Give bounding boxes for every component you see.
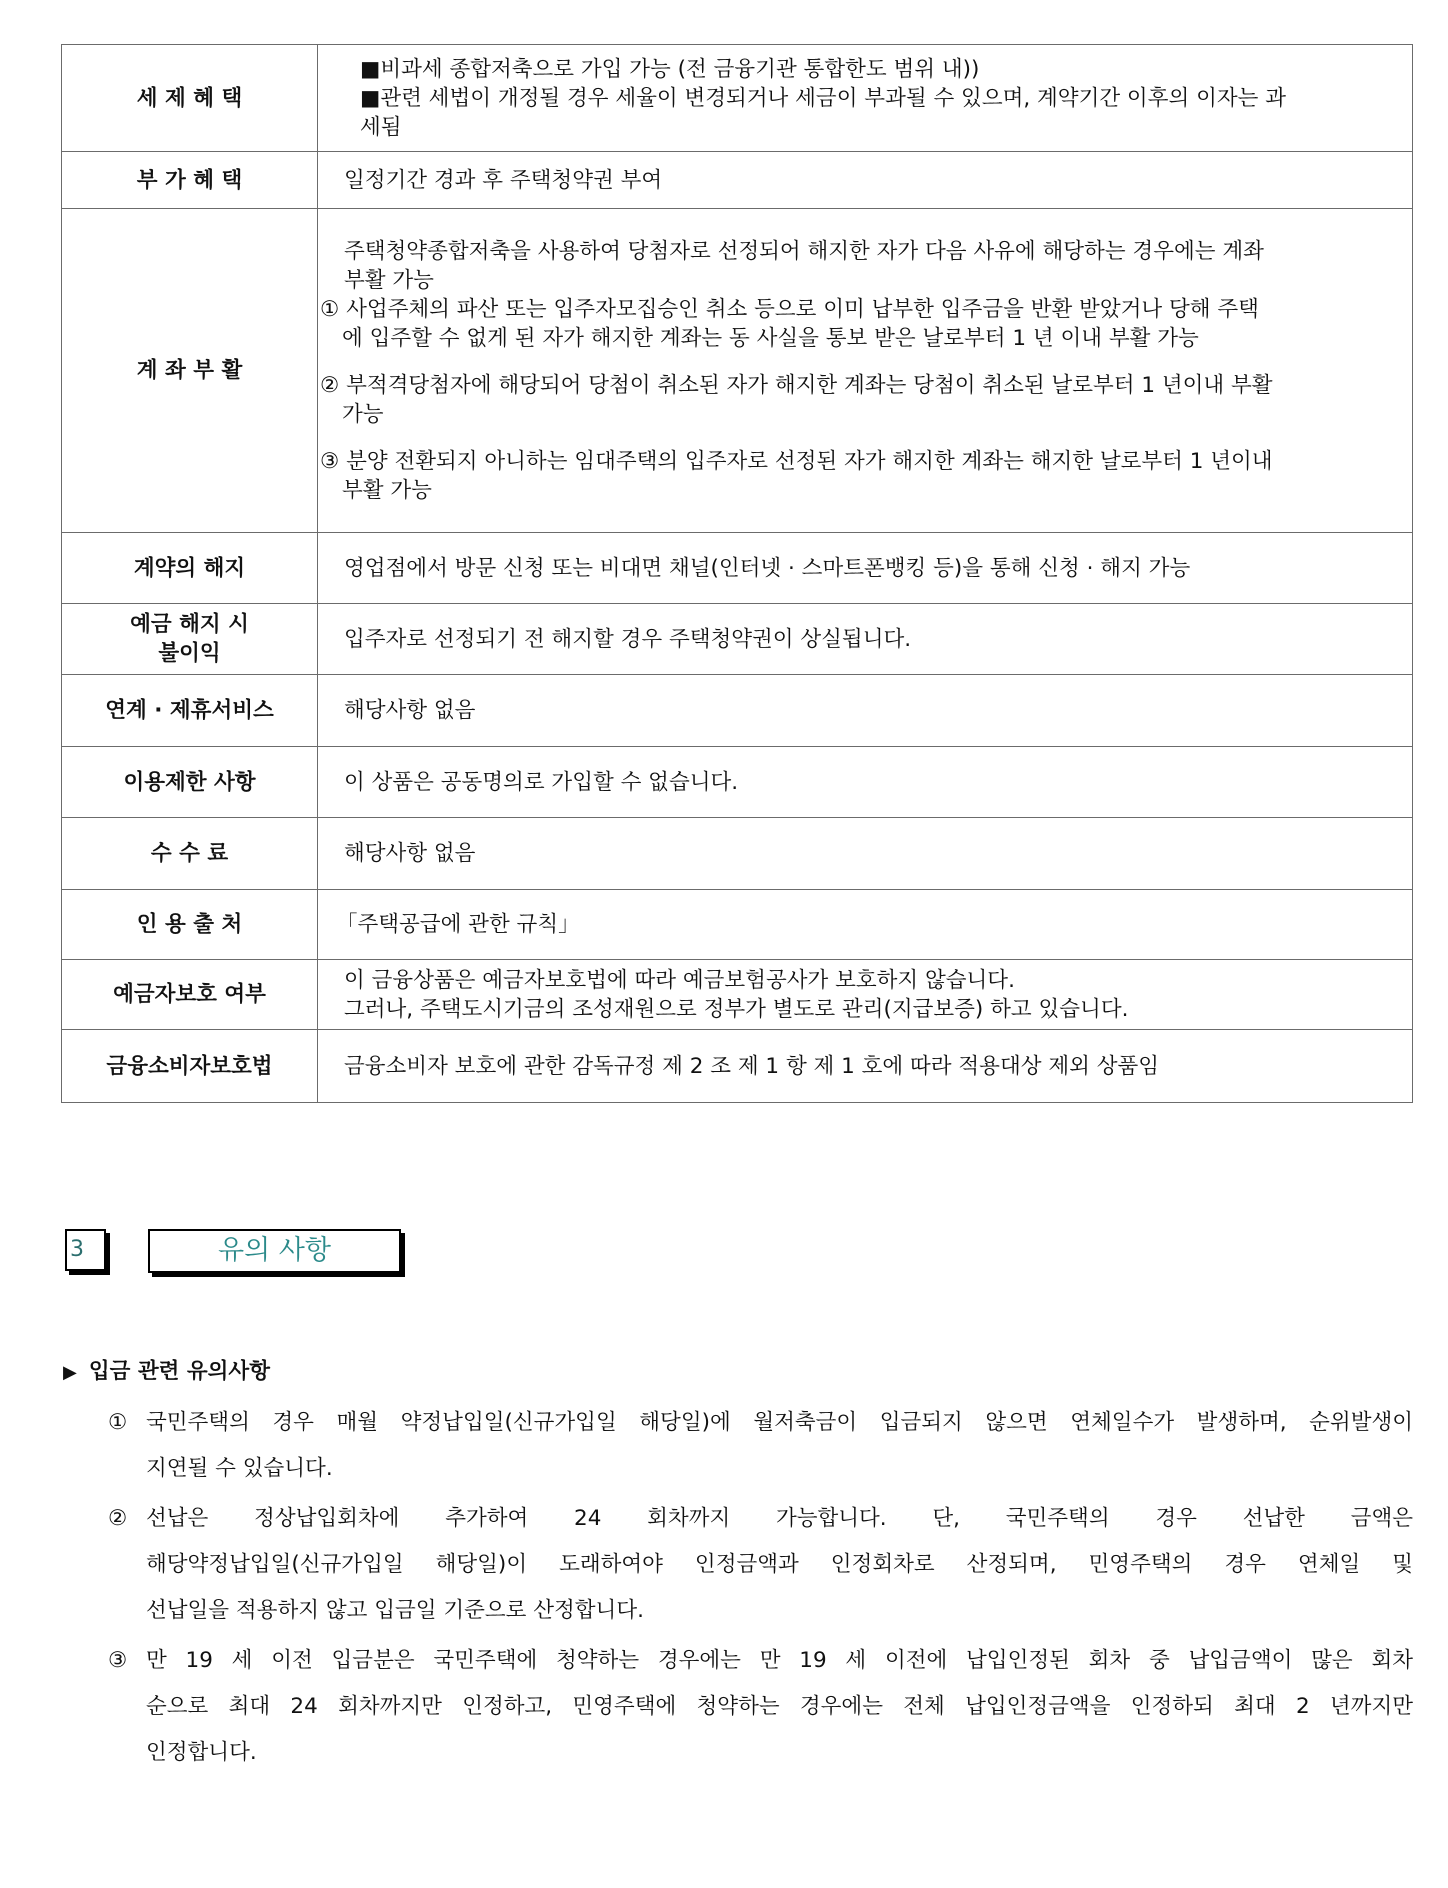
row-label-linked-services: 연계 · 제휴서비스 (62, 675, 318, 747)
row-content-tax-benefit (318, 45, 1413, 152)
table-row (62, 604, 1413, 675)
row-label-fees: 수 수 료 (62, 818, 318, 890)
product-info-table (61, 44, 1413, 1103)
table-row (62, 747, 1413, 818)
row-label-source: 인 용 출 처 (62, 890, 318, 960)
table-row (62, 818, 1413, 890)
row-content-termination-disadvantage: 입주자로 선정되기 전 해지할 경우 주택청약권이 상실됩니다. (318, 604, 1413, 675)
row-label-account-revival: 계 좌 부 활 (62, 209, 318, 533)
row-content-source: 「주택공급에 관한 규칙」 (318, 890, 1413, 960)
table-row (62, 890, 1413, 960)
row-label-consumer-protection: 금융소비자보호법 (62, 1030, 318, 1103)
tax-line-1: ■비과세 종합저축으로 가입 가능 (전 금융기관 통합한도 범위 내)) (360, 56, 980, 82)
row-content-extra-benefit: 일정기간 경과 후 주택청약권 부여 (318, 152, 1413, 209)
revival-intro: 주택청약종합저축을 사용하여 당첨자로 선정되어 해지한 자가 다음 사유에 해당하는 경우에는 계좌 부활 가능 (344, 238, 1264, 293)
note-number: ② (108, 1506, 128, 1531)
row-content-consumer-protection: 금융소비자 보호에 관한 감독규정 제 2 조 제 1 항 제 1 호에 따라 적용대상 제외 상품임 (318, 1030, 1413, 1103)
revival-item-1: ① 사업주체의 파산 또는 입주자모집승인 취소 등으로 이미 납부한 입주금을 반환 받았거나 당해 주택 에 입주할 수 없게 된 자가 해지한 계좌는 동 사실을 통보 받은 날로부터 1 년 이내 부활 가능 (320, 296, 1259, 351)
list-item: ② 선납은 정상납입회차에 추가하여 24 회차까지 가능합니다. 단, 국민주택의 경우 선납한 금액은 해당약정납입일(신규가입일 해당일)이 도래하여야 인정금액과 인정회차로 산정되며, 민영주택의 경우 연체일 및 선납일을 적용하지 않고 입금일 기준으로 산정합니다. (108, 1496, 1413, 1634)
table-row (62, 675, 1413, 747)
list-item: ① 국민주택의 경우 매월 약정납입일(신규가입일 해당일)에 월저축금이 입금되지 않으면 연체일수가 발생하며, 순위발생이 지연될 수 있습니다. (108, 1400, 1413, 1492)
row-label-deposit-protection: 예금자보호 여부 (62, 960, 318, 1030)
triangle-bullet-icon: ▶ (63, 1362, 77, 1383)
tax-line-3: 세됨 (360, 114, 402, 140)
row-content-account-revival (318, 209, 1413, 533)
row-content-termination: 영업점에서 방문 신청 또는 비대면 채널(인터넷 · 스마트폰뱅킹 등)을 통해 신청 · 해지 가능 (318, 533, 1413, 604)
row-content-restrictions: 이 상품은 공동명의로 가입할 수 없습니다. (318, 747, 1413, 818)
revival-item-2: ② 부적격당첨자에 해당되어 당첨이 취소된 자가 해지한 계좌는 당첨이 취소된 날로부터 1 년이내 부활 가능 (320, 372, 1273, 427)
notes-list (108, 1400, 1413, 1776)
subheading (63, 1354, 270, 1385)
revival-item-3: ③ 분양 전환되지 아니하는 임대주택의 입주자로 선정된 자가 해지한 계좌는 해지한 날로부터 1 년이내 부활 가능 (320, 448, 1273, 503)
row-label-restrictions: 이용제한 사항 (62, 747, 318, 818)
subheading-text: 입금 관련 유의사항 (88, 1359, 270, 1384)
note-number: ③ (108, 1648, 128, 1673)
row-label-extra-benefit: 부 가 혜 택 (62, 152, 318, 209)
row-content-linked-services: 해당사항 없음 (318, 675, 1413, 747)
row-label-tax-benefit: 세 제 혜 택 (62, 45, 318, 152)
tax-line-2: ■관련 세법이 개정될 경우 세율이 변경되거나 세금이 부과될 수 있으며, 계약기간 이후의 이자는 과 (360, 85, 1286, 111)
table-row (62, 533, 1413, 604)
row-content-deposit-protection: 이 금융상품은 예금자보호법에 따라 예금보험공사가 보호하지 않습니다. 그러나, 주택도시기금의 조성재원으로 정부가 별도로 관리(지급보증) 하고 있습니다. (318, 960, 1413, 1030)
table-row (62, 152, 1413, 209)
row-label-termination-disadvantage: 예금 해지 시 불이익 (62, 604, 318, 675)
table-row (62, 960, 1413, 1030)
note-number: ① (108, 1410, 128, 1435)
row-content-fees: 해당사항 없음 (318, 818, 1413, 890)
table-row (62, 1030, 1413, 1103)
table-row (62, 45, 1413, 152)
section-number: 3 (65, 1229, 106, 1271)
list-item: ③ 만 19 세 이전 입금분은 국민주택에 청약하는 경우에는 만 19 세 이전에 납입인정된 회차 중 납입금액이 많은 회차 순으로 최대 24 회차까지만 인정하고, 민영주택에 청약하는 경우에는 전체 납입인정금액을 인정하되 최대 2 년까지만 인정합니다. (108, 1638, 1413, 1776)
section-title: 유의 사항 (148, 1229, 401, 1273)
row-label-termination: 계약의 해지 (62, 533, 318, 604)
table-row (62, 209, 1413, 533)
